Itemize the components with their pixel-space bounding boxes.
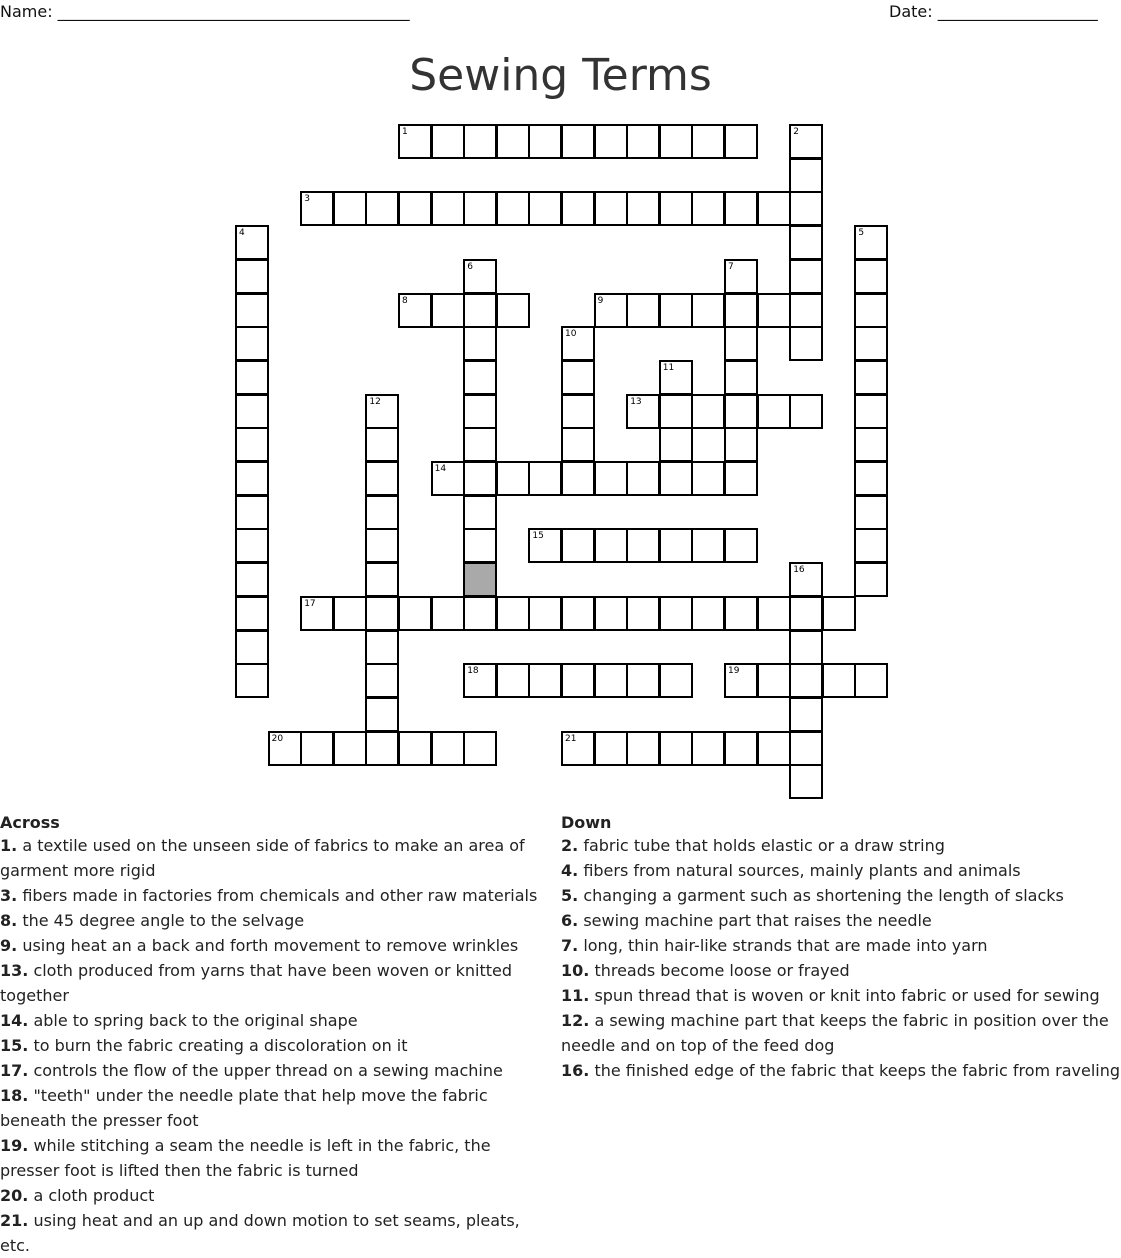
across-clue [0, 1058, 552, 1083]
grid-cell[interactable] [789, 259, 823, 294]
grid-cell[interactable] [659, 731, 693, 766]
grid-cell[interactable] [626, 394, 660, 429]
grid-cell[interactable] [626, 461, 660, 496]
grid-cell[interactable] [757, 293, 791, 328]
down-clue [561, 908, 1121, 933]
clue-number: 21. [0, 1211, 29, 1230]
grid-cell[interactable] [561, 124, 595, 159]
clue-number: 5. [561, 886, 579, 905]
grid-cell[interactable] [235, 528, 269, 563]
grid-cell[interactable] [854, 528, 888, 563]
down-clue [561, 1008, 1121, 1058]
clue-number: 11. [561, 986, 590, 1005]
grid-cell[interactable] [463, 326, 497, 361]
grid-cell[interactable] [724, 293, 758, 328]
grid-cell[interactable] [235, 495, 269, 530]
grid-cell[interactable] [431, 731, 465, 766]
clue-number: 18. [0, 1086, 29, 1105]
grid-cell[interactable] [854, 427, 888, 462]
grid-cell[interactable] [724, 360, 758, 395]
clue-number-11: 11 [662, 362, 675, 373]
grid-cell[interactable] [594, 596, 628, 631]
clue-number: 10. [561, 961, 590, 980]
grid-cell[interactable] [626, 293, 660, 328]
grid-cell[interactable] [398, 124, 432, 159]
grid-cell[interactable] [528, 461, 562, 496]
name-field[interactable]: Name: ____________________________________________ [0, 2, 410, 21]
clue-text: a cloth product [33, 1186, 155, 1205]
clue-number-10: 10 [565, 329, 577, 340]
grid-cell[interactable] [757, 731, 791, 766]
grid-cell[interactable] [300, 191, 334, 226]
grid-cell[interactable] [398, 596, 432, 631]
grid-cell[interactable] [854, 461, 888, 496]
clue-number: 4. [561, 861, 579, 880]
grid-cell[interactable] [463, 495, 497, 530]
grid-cell[interactable] [431, 124, 465, 159]
clue-text: cloth produced from yarns that have been woven or knitted together [0, 961, 513, 1005]
grid-cell[interactable] [561, 427, 595, 462]
grid-cell[interactable] [854, 562, 888, 597]
grid-cell[interactable] [789, 562, 823, 597]
clue-number-9: 9 [597, 295, 604, 306]
grid-cell[interactable] [724, 528, 758, 563]
grid-cell[interactable] [724, 191, 758, 226]
grid-cell[interactable] [724, 461, 758, 496]
grid-cell[interactable] [561, 461, 595, 496]
grid-cell[interactable] [528, 663, 562, 698]
clue-number-20: 20 [271, 733, 284, 744]
across-heading: Across [0, 813, 60, 832]
down-clue [561, 858, 1121, 883]
grid-cell[interactable] [659, 124, 693, 159]
grid-cell[interactable] [659, 663, 693, 698]
grid-cell[interactable] [691, 596, 725, 631]
grid-cell[interactable] [789, 124, 823, 159]
grid-cell[interactable] [463, 663, 497, 698]
clue-number-2: 2 [793, 127, 799, 137]
grid-cell[interactable] [626, 663, 660, 698]
clue-text: "teeth" under the needle plate that help move the fabric beneath the presser foot [0, 1086, 488, 1130]
grid-cell[interactable] [724, 124, 758, 159]
grid-cell[interactable] [398, 191, 432, 226]
grid-cell[interactable] [626, 124, 660, 159]
grid-cell[interactable] [854, 663, 888, 698]
across-clue [0, 1083, 552, 1133]
clue-number-14: 14 [434, 464, 447, 474]
grid-cell[interactable] [659, 528, 693, 563]
clue-text: spun thread that is woven or knit into fabric or used for sewing [594, 986, 1100, 1005]
down-clue [561, 1058, 1121, 1083]
clue-number: 20. [0, 1186, 29, 1205]
grid-cell[interactable] [496, 191, 530, 226]
grid-cell[interactable] [365, 562, 399, 597]
grid-cell[interactable] [365, 528, 399, 563]
grid-cell[interactable] [463, 259, 497, 294]
grid-cell[interactable] [724, 731, 758, 766]
grid-cell[interactable] [561, 663, 595, 698]
grid-cell[interactable] [659, 191, 693, 226]
across-clue-list [0, 833, 552, 1258]
clue-number: 14. [0, 1011, 29, 1030]
clue-number-12: 12 [369, 396, 381, 407]
grid-cell[interactable] [626, 731, 660, 766]
grid-cell[interactable] [822, 596, 856, 631]
clue-number-21: 21 [565, 733, 577, 744]
clue-text: able to spring back to the original shape [33, 1011, 358, 1030]
grid-cell[interactable] [561, 360, 595, 395]
grid-cell[interactable] [235, 326, 269, 361]
clue-number: 6. [561, 911, 579, 930]
grid-cell[interactable] [235, 427, 269, 462]
down-heading: Down [561, 813, 612, 832]
grid-cell[interactable] [724, 596, 758, 631]
grid-cell[interactable] [659, 394, 693, 429]
clue-number: 12. [561, 1011, 590, 1030]
grid-cell[interactable] [659, 427, 693, 462]
clue-number-5: 5 [858, 228, 865, 239]
clue-number: 1. [0, 836, 18, 855]
grid-cell[interactable] [333, 191, 367, 226]
clue-text: a textile used on the unseen side of fabrics to make an area of garment more rigid [0, 836, 525, 880]
clue-number-13: 13 [630, 396, 642, 407]
grid-cell[interactable] [854, 326, 888, 361]
grid-cell[interactable] [463, 394, 497, 429]
across-clue [0, 1183, 552, 1208]
clue-number-7: 7 [728, 261, 734, 272]
grid-cell[interactable] [757, 663, 791, 698]
clue-text: threads become loose or frayed [594, 961, 850, 980]
grid-cell[interactable] [235, 461, 269, 496]
grid-cell[interactable] [594, 461, 628, 496]
grid-cell[interactable] [463, 528, 497, 563]
across-clue [0, 883, 552, 908]
clue-number: 19. [0, 1136, 29, 1155]
grid-cell[interactable] [724, 326, 758, 361]
grid-cell[interactable] [789, 596, 823, 631]
clue-text: while stitching a seam the needle is left in the fabric, the presser foot is lifted then the fabric is turned [0, 1136, 491, 1180]
grid-cell[interactable] [789, 158, 823, 193]
grid-cell[interactable] [724, 259, 758, 294]
across-clue [0, 933, 552, 958]
down-clue [561, 933, 1121, 958]
grid-cell[interactable] [594, 124, 628, 159]
grid-cell[interactable] [789, 764, 823, 799]
clue-number-19: 19 [728, 666, 740, 677]
clue-text: using heat and an up and down motion to set seams, pleats, etc. [0, 1211, 520, 1255]
across-clue [0, 1008, 552, 1033]
clue-text: changing a garment such as shortening the length of slacks [583, 886, 1064, 905]
grid-cell[interactable] [594, 191, 628, 226]
clue-text: fabric tube that holds elastic or a draw string [583, 836, 945, 855]
grid-cell[interactable] [854, 360, 888, 395]
clue-text: sewing machine part that raises the needle [583, 911, 932, 930]
grid-cell[interactable] [854, 495, 888, 530]
grid-cell[interactable] [333, 596, 367, 631]
grid-cell[interactable] [235, 562, 269, 597]
grid-cell[interactable] [431, 461, 465, 496]
across-clues [0, 813, 552, 1258]
down-clue [561, 958, 1121, 983]
grid-cell[interactable] [463, 461, 497, 496]
grid-cell[interactable] [300, 731, 334, 766]
grid-cell[interactable] [854, 259, 888, 294]
down-clue [561, 833, 1121, 858]
grid-cell[interactable] [431, 596, 465, 631]
grid-cell[interactable] [365, 394, 399, 429]
grid-cell[interactable] [659, 360, 693, 395]
grid-cell[interactable] [822, 663, 856, 698]
clue-number: 3. [0, 886, 18, 905]
grid-cell[interactable] [235, 663, 269, 698]
clue-number-16: 16 [793, 565, 805, 576]
grid-cell[interactable] [235, 293, 269, 328]
grid-cell[interactable] [235, 259, 269, 294]
grid-cell[interactable] [626, 191, 660, 226]
across-clue [0, 1208, 552, 1258]
grid-cell[interactable] [659, 596, 693, 631]
grid-cell[interactable] [561, 731, 595, 766]
grid-cell[interactable] [561, 326, 595, 361]
across-clue [0, 908, 552, 933]
grid-cell[interactable] [854, 225, 888, 260]
clue-number-6: 6 [467, 261, 473, 272]
across-clue [0, 958, 552, 1008]
clue-number-18: 18 [467, 666, 479, 677]
grid-cell[interactable] [365, 663, 399, 698]
grid-cell[interactable] [431, 293, 465, 328]
grid-cell[interactable] [691, 293, 725, 328]
grid-cell[interactable] [333, 731, 367, 766]
grid-cell[interactable] [528, 124, 562, 159]
clue-text: controls the flow of the upper thread on a sewing machine [33, 1061, 503, 1080]
across-clue [0, 833, 552, 883]
grid-cell[interactable] [626, 528, 660, 563]
grid-cell[interactable] [365, 697, 399, 732]
grid-cell[interactable] [594, 528, 628, 563]
grid-cell[interactable] [365, 495, 399, 530]
down-clue-list [561, 833, 1121, 1083]
clue-text: the finished edge of the fabric that keeps the fabric from raveling [594, 1061, 1121, 1080]
shaded-cell [463, 562, 497, 597]
grid-cell[interactable] [594, 731, 628, 766]
grid-cell[interactable] [724, 394, 758, 429]
grid-cell[interactable] [496, 663, 530, 698]
grid-cell[interactable] [496, 293, 530, 328]
grid-cell[interactable] [789, 293, 823, 328]
across-clue [0, 1033, 552, 1058]
grid-cell[interactable] [300, 596, 334, 631]
clue-number-1: 1 [402, 127, 408, 137]
grid-cell[interactable] [757, 596, 791, 631]
grid-cell[interactable] [398, 731, 432, 766]
grid-cell[interactable] [528, 596, 562, 631]
grid-cell[interactable] [463, 731, 497, 766]
grid-cell[interactable] [789, 394, 823, 429]
grid-cell[interactable] [496, 461, 530, 496]
grid-cell[interactable] [561, 528, 595, 563]
grid-cell[interactable] [365, 731, 399, 766]
clue-number-4: 4 [239, 228, 245, 239]
grid-cell[interactable] [431, 191, 465, 226]
grid-cell[interactable] [594, 663, 628, 698]
across-clue [0, 1133, 552, 1183]
grid-cell[interactable] [496, 596, 530, 631]
grid-cell[interactable] [724, 663, 758, 698]
page-title: Sewing Terms [409, 50, 712, 101]
clue-text: to burn the fabric creating a discoloration on it [33, 1036, 408, 1055]
grid-cell[interactable] [789, 697, 823, 732]
clue-number: 9. [0, 936, 18, 955]
grid-cell[interactable] [463, 360, 497, 395]
grid-cell[interactable] [561, 394, 595, 429]
grid-cell[interactable] [594, 293, 628, 328]
clue-text: the 45 degree angle to the selvage [22, 911, 305, 930]
grid-cell[interactable] [789, 630, 823, 665]
grid-cell[interactable] [365, 427, 399, 462]
grid-cell[interactable] [659, 461, 693, 496]
down-clue [561, 883, 1121, 908]
grid-cell[interactable] [757, 191, 791, 226]
grid-cell[interactable] [789, 326, 823, 361]
grid-cell[interactable] [528, 528, 562, 563]
clue-text: long, thin hair-like strands that are made into yarn [583, 936, 988, 955]
grid-cell[interactable] [757, 394, 791, 429]
grid-cell[interactable] [235, 225, 269, 260]
grid-cell[interactable] [496, 124, 530, 159]
grid-cell[interactable] [235, 360, 269, 395]
clue-number: 17. [0, 1061, 29, 1080]
clue-number: 8. [0, 911, 18, 930]
grid-cell[interactable] [691, 124, 725, 159]
grid-cell[interactable] [463, 596, 497, 631]
grid-cell[interactable] [365, 191, 399, 226]
clue-text: a sewing machine part that keeps the fabric in position over the needle and on top of the feed dog [561, 1011, 1109, 1055]
clue-number-8: 8 [402, 295, 408, 306]
clue-text: fibers made in factories from chemicals and other raw materials [22, 886, 538, 905]
grid-cell[interactable] [789, 191, 823, 226]
down-clue [561, 983, 1121, 1008]
grid-cell[interactable] [398, 293, 432, 328]
clue-number-17: 17 [304, 598, 316, 609]
clue-text: fibers from natural sources, mainly plants and animals [583, 861, 1021, 880]
grid-cell[interactable] [854, 394, 888, 429]
clue-number-15: 15 [532, 531, 544, 542]
grid-cell[interactable] [691, 394, 725, 429]
clue-number: 15. [0, 1036, 29, 1055]
grid-cell[interactable] [691, 191, 725, 226]
date-field[interactable]: Date: ____________________ [889, 2, 1098, 21]
grid-cell[interactable] [854, 293, 888, 328]
grid-cell[interactable] [561, 191, 595, 226]
grid-cell[interactable] [463, 191, 497, 226]
clue-number: 7. [561, 936, 579, 955]
grid-cell[interactable] [528, 191, 562, 226]
down-clues [561, 813, 1121, 1083]
grid-cell[interactable] [691, 461, 725, 496]
grid-cell[interactable] [691, 528, 725, 563]
grid-cell[interactable] [235, 596, 269, 631]
grid-cell[interactable] [365, 630, 399, 665]
grid-cell[interactable] [789, 225, 823, 260]
grid-cell[interactable] [789, 731, 823, 766]
grid-cell[interactable] [626, 596, 660, 631]
clue-number: 13. [0, 961, 29, 980]
grid-cell[interactable] [561, 596, 595, 631]
grid-cell[interactable] [691, 731, 725, 766]
grid-cell[interactable] [463, 293, 497, 328]
grid-cell[interactable] [235, 394, 269, 429]
grid-cell[interactable] [365, 461, 399, 496]
grid-cell[interactable] [789, 663, 823, 698]
clue-number: 16. [561, 1061, 590, 1080]
clue-text: using heat an a back and forth movement to remove wrinkles [22, 936, 519, 955]
clue-number-3: 3 [304, 194, 310, 205]
grid-cell[interactable] [365, 596, 399, 631]
grid-cell[interactable] [724, 427, 758, 462]
grid-cell[interactable] [463, 427, 497, 462]
clue-number: 2. [561, 836, 579, 855]
grid-cell[interactable] [659, 293, 693, 328]
grid-cell[interactable] [235, 630, 269, 665]
grid-cell[interactable] [268, 731, 302, 766]
grid-cell[interactable] [463, 124, 497, 159]
